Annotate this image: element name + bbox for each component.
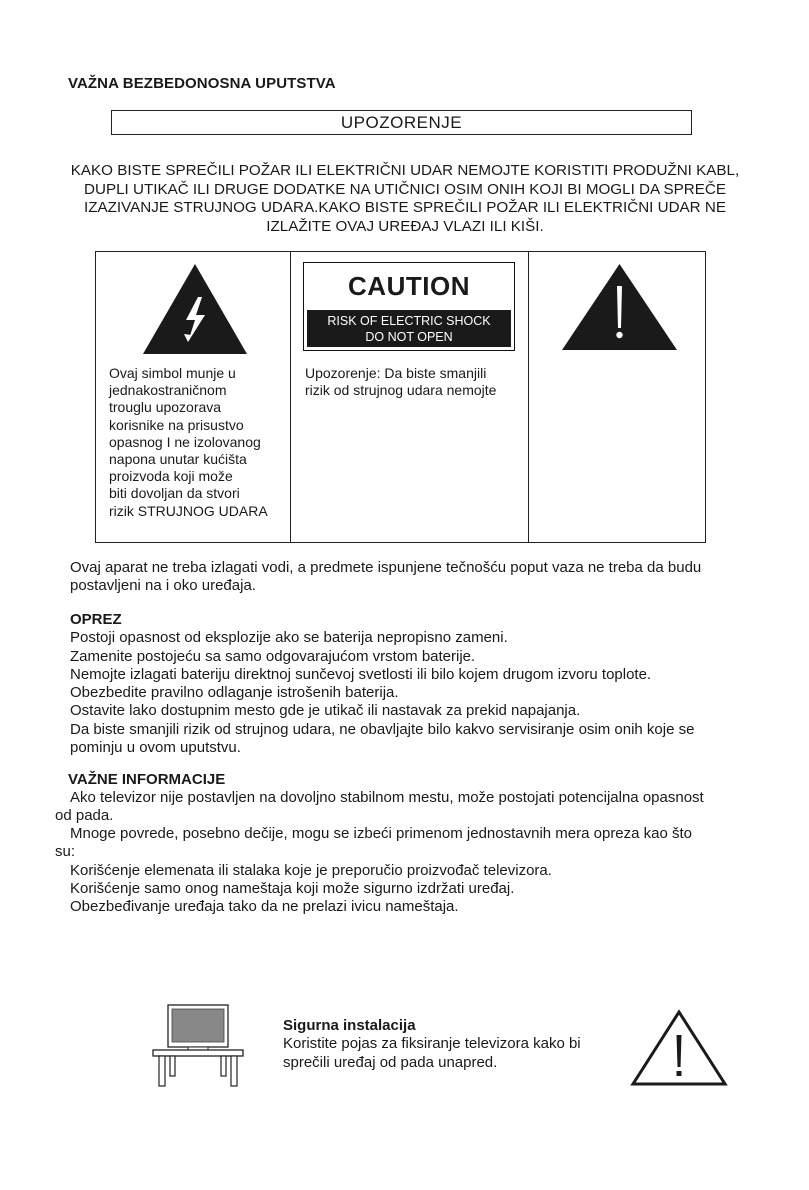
text-line: Ovaj aparat ne treba izlagati vodi, a predmete ispunjene tečnošću poput vaza ne treba da budu	[70, 559, 702, 576]
column-divider	[290, 252, 291, 542]
text-line: pominju u ovom uputstvu.	[70, 739, 241, 757]
text-line: rizik od strujnog udara nemojte	[305, 382, 497, 399]
lightning-symbol-text	[109, 365, 268, 520]
text-line: Nemojte izlagati bateriju direktnoj sunčevoj svetlosti ili bilo kojem drugom izvoru toplote.	[70, 665, 652, 683]
caution-text	[305, 365, 496, 399]
text-line: Zamenite postojeću sa samo odgovarajućom vrstom baterije.	[70, 647, 476, 665]
warning-box	[111, 110, 692, 135]
caution-title: CAUTION	[348, 270, 470, 301]
section-heading: OPREZ	[70, 611, 122, 628]
lightning-triangle-icon	[143, 264, 247, 354]
info-line: Mnoge povrede, posebno dečije, mogu se izbeći primenom jednostavnih mera opreza kao što	[70, 825, 693, 842]
warning-line: DUPLI UTIKAČ ILI DRUGE DODATKE NA UTIČNICI OSIM ONIH KOJI BI MOGLI DA SPREČE	[84, 180, 726, 198]
install-section	[283, 1017, 581, 1072]
text-line: jednakostraničnom	[109, 382, 227, 399]
info-line: od pada.	[55, 807, 114, 824]
info-line: Korišćenje elemenata ili stalaka koje je preporučio proizvođač televizora.	[70, 862, 552, 879]
info-heading-block	[68, 771, 225, 789]
text-line: sprečili uređaj od pada unapred.	[283, 1053, 498, 1071]
info-line: Ako televizor nije postavljen na dovoljno stabilnom mestu, može postojati potencijalna opasnost	[70, 789, 704, 806]
text-line: Obezbedite pravilno odlaganje istrošenih baterija.	[70, 684, 399, 702]
section-heading: VAŽNE INFORMACIJE	[68, 771, 226, 788]
info-line: Korišćenje samo onog nameštaja koji može sigurno izdržati uređaj.	[70, 880, 515, 897]
text-line: biti dovoljan da stvori	[109, 485, 240, 502]
warning-line: KAKO BISTE SPREČILI POŽAR ILI ELEKTRIČNI UDAR NEMOJTE KORISTITI PRODUŽNI KABL,	[70, 162, 740, 179]
text-line: trouglu upozorava	[109, 399, 222, 416]
text-line: proizvoda koji može	[109, 468, 233, 485]
text-line: korisnike na prisustvo	[109, 416, 244, 433]
text-line: Upozorenje: Da biste smanjili	[305, 365, 487, 381]
caution-label	[303, 262, 515, 351]
caution-line: DO NOT OPEN	[365, 329, 453, 344]
page-title: VAŽNA BEZBEDONOSNA UPUTSTVA	[68, 75, 336, 92]
section-heading: Sigurna instalacija	[283, 1017, 416, 1034]
warning-line: IZAZIVANJE STRUJNOG UDARA.KAKO BISTE SPREČILI POŽAR ILI ELEKTRIČNI UDAR NE	[84, 199, 726, 217]
info-line: Obezbeđivanje uređaja tako da ne prelazi ivicu nameštaja.	[70, 898, 459, 915]
warning-box-label: UPOZORENJE	[340, 112, 463, 132]
text-line: Ovaj simbol munje u	[109, 365, 236, 381]
text-line: Koristite pojas za fiksiranje televizora kako bi	[283, 1035, 581, 1053]
oprez-section	[70, 611, 694, 757]
text-line: opasnog I ne izolovanog	[109, 433, 261, 450]
warning-line: IZLAŽITE OVAJ UREĐAJ VLAZI ILI KIŠI.	[266, 217, 544, 235]
text-line: postavljeni na i oko uređaja.	[70, 577, 256, 595]
column-divider	[528, 252, 529, 542]
warning-triangle-icon	[630, 1009, 728, 1087]
text-line: napona unutar kućišta	[109, 451, 247, 468]
water-warning	[70, 559, 701, 596]
caution-line: RISK OF ELECTRIC SHOCK	[327, 313, 491, 328]
warning-text	[40, 162, 770, 236]
text-line: Da biste smanjili rizik od strujnog udara, ne obavljajte bilo kakvo servisiranje osim onih koje se	[70, 720, 695, 738]
text-line: Postoji opasnost od eksplozije ako se baterija nepropisno zameni.	[70, 629, 508, 647]
tv-on-table-icon	[152, 1003, 244, 1088]
exclamation-triangle-icon	[562, 264, 677, 350]
caution-banner	[307, 310, 511, 347]
text-line: Ostavite lako dostupnim mesto gde je utikač ili nastavak za prekid napajanja.	[70, 702, 581, 720]
info-line: su:	[55, 843, 76, 860]
text-line: rizik STRUJNOG UDARA	[109, 502, 268, 519]
